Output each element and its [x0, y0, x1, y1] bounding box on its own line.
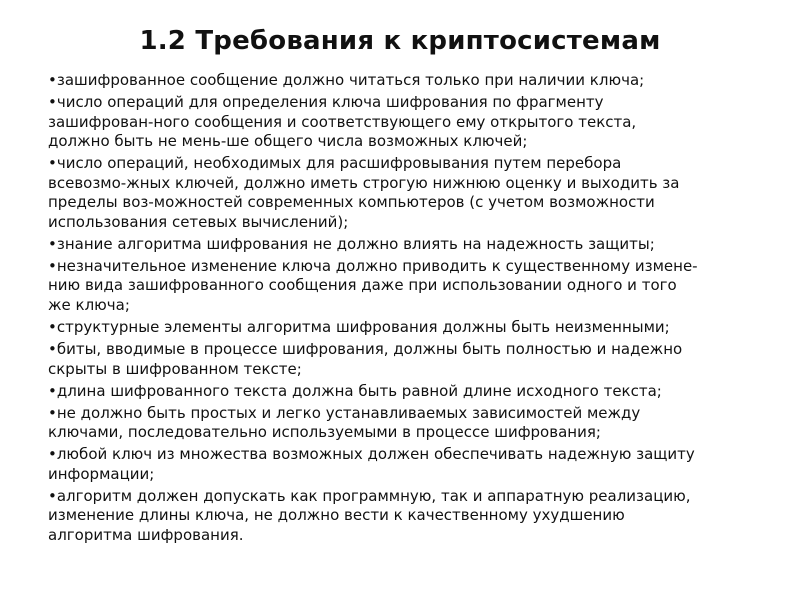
list-item-line: скрыты в шифрованном тексте;	[48, 359, 302, 378]
list-item-line: •знание алгоритма шифрования не должно влиять на надежность защиты;	[48, 234, 655, 253]
list-item	[48, 318, 768, 338]
list-item-line: •число операций, необходимых для расшифровывания путем перебора	[48, 154, 622, 173]
list-item-line: •число операций для определения ключа шифрования по фрагменту	[48, 93, 604, 112]
list-item-line: должно быть не мень-ше общего числа возможных ключей;	[48, 132, 528, 151]
slide-title: 1.2 Требования к криптосистемам	[139, 26, 661, 56]
list-item	[48, 487, 768, 546]
list-item	[48, 93, 768, 152]
list-item-line: всевозмо-жных ключей, должно иметь строгую нижнюю оценку и выходить за	[48, 173, 680, 192]
list-item-line: использования сетевых вычислений);	[48, 212, 349, 231]
list-item-line: •не должно быть простых и легко устанавливаемых зависимостей между	[48, 403, 641, 422]
requirements-list	[48, 71, 768, 548]
list-item-line: •алгоритм должен допускать как программную, так и аппаратную реализацию,	[48, 486, 691, 505]
list-item	[48, 404, 768, 443]
list-item	[48, 340, 768, 379]
list-item-line: пределы воз-можностей современных компьютеров (с учетом возможности	[48, 193, 655, 212]
list-item-line: •биты, вводимые в процессе шифрования, должны быть полностью и надежно	[48, 340, 683, 359]
list-item-line: •длина шифрованного текста должна быть равной длине исходного текста;	[48, 381, 662, 400]
list-item-line: •зашифрованное сообщение должно читаться только при наличии ключа;	[48, 71, 645, 89]
list-item-line: •незначительное изменение ключа должно приводить к существенному измене-	[48, 256, 698, 275]
list-item-line: •структурные элементы алгоритма шифрования должны быть неизменными;	[48, 317, 670, 336]
list-item-line: •любой ключ из множества возможных должен обеспечивать надежную защиту	[48, 445, 695, 464]
list-item	[48, 445, 768, 484]
list-item	[48, 257, 768, 316]
list-item-line: нию вида зашифрованного сообщения даже при использовании одного и того	[48, 276, 677, 295]
list-item-line: ключами, последовательно используемыми в процессе шифрования;	[48, 423, 601, 442]
list-item	[48, 235, 768, 255]
list-item-line: изменение длины ключа, не должно вести к качественному ухудшению	[48, 506, 625, 525]
list-item-line: алгоритма шифрования.	[48, 525, 244, 544]
list-item-line: же ключа;	[48, 295, 130, 314]
list-item	[48, 71, 768, 91]
list-item	[48, 382, 768, 402]
list-item-line: зашифрован-ного сообщения и соответствующего ему открытого текста,	[48, 112, 637, 131]
list-item	[48, 154, 768, 232]
list-item-line: информации;	[48, 464, 155, 483]
